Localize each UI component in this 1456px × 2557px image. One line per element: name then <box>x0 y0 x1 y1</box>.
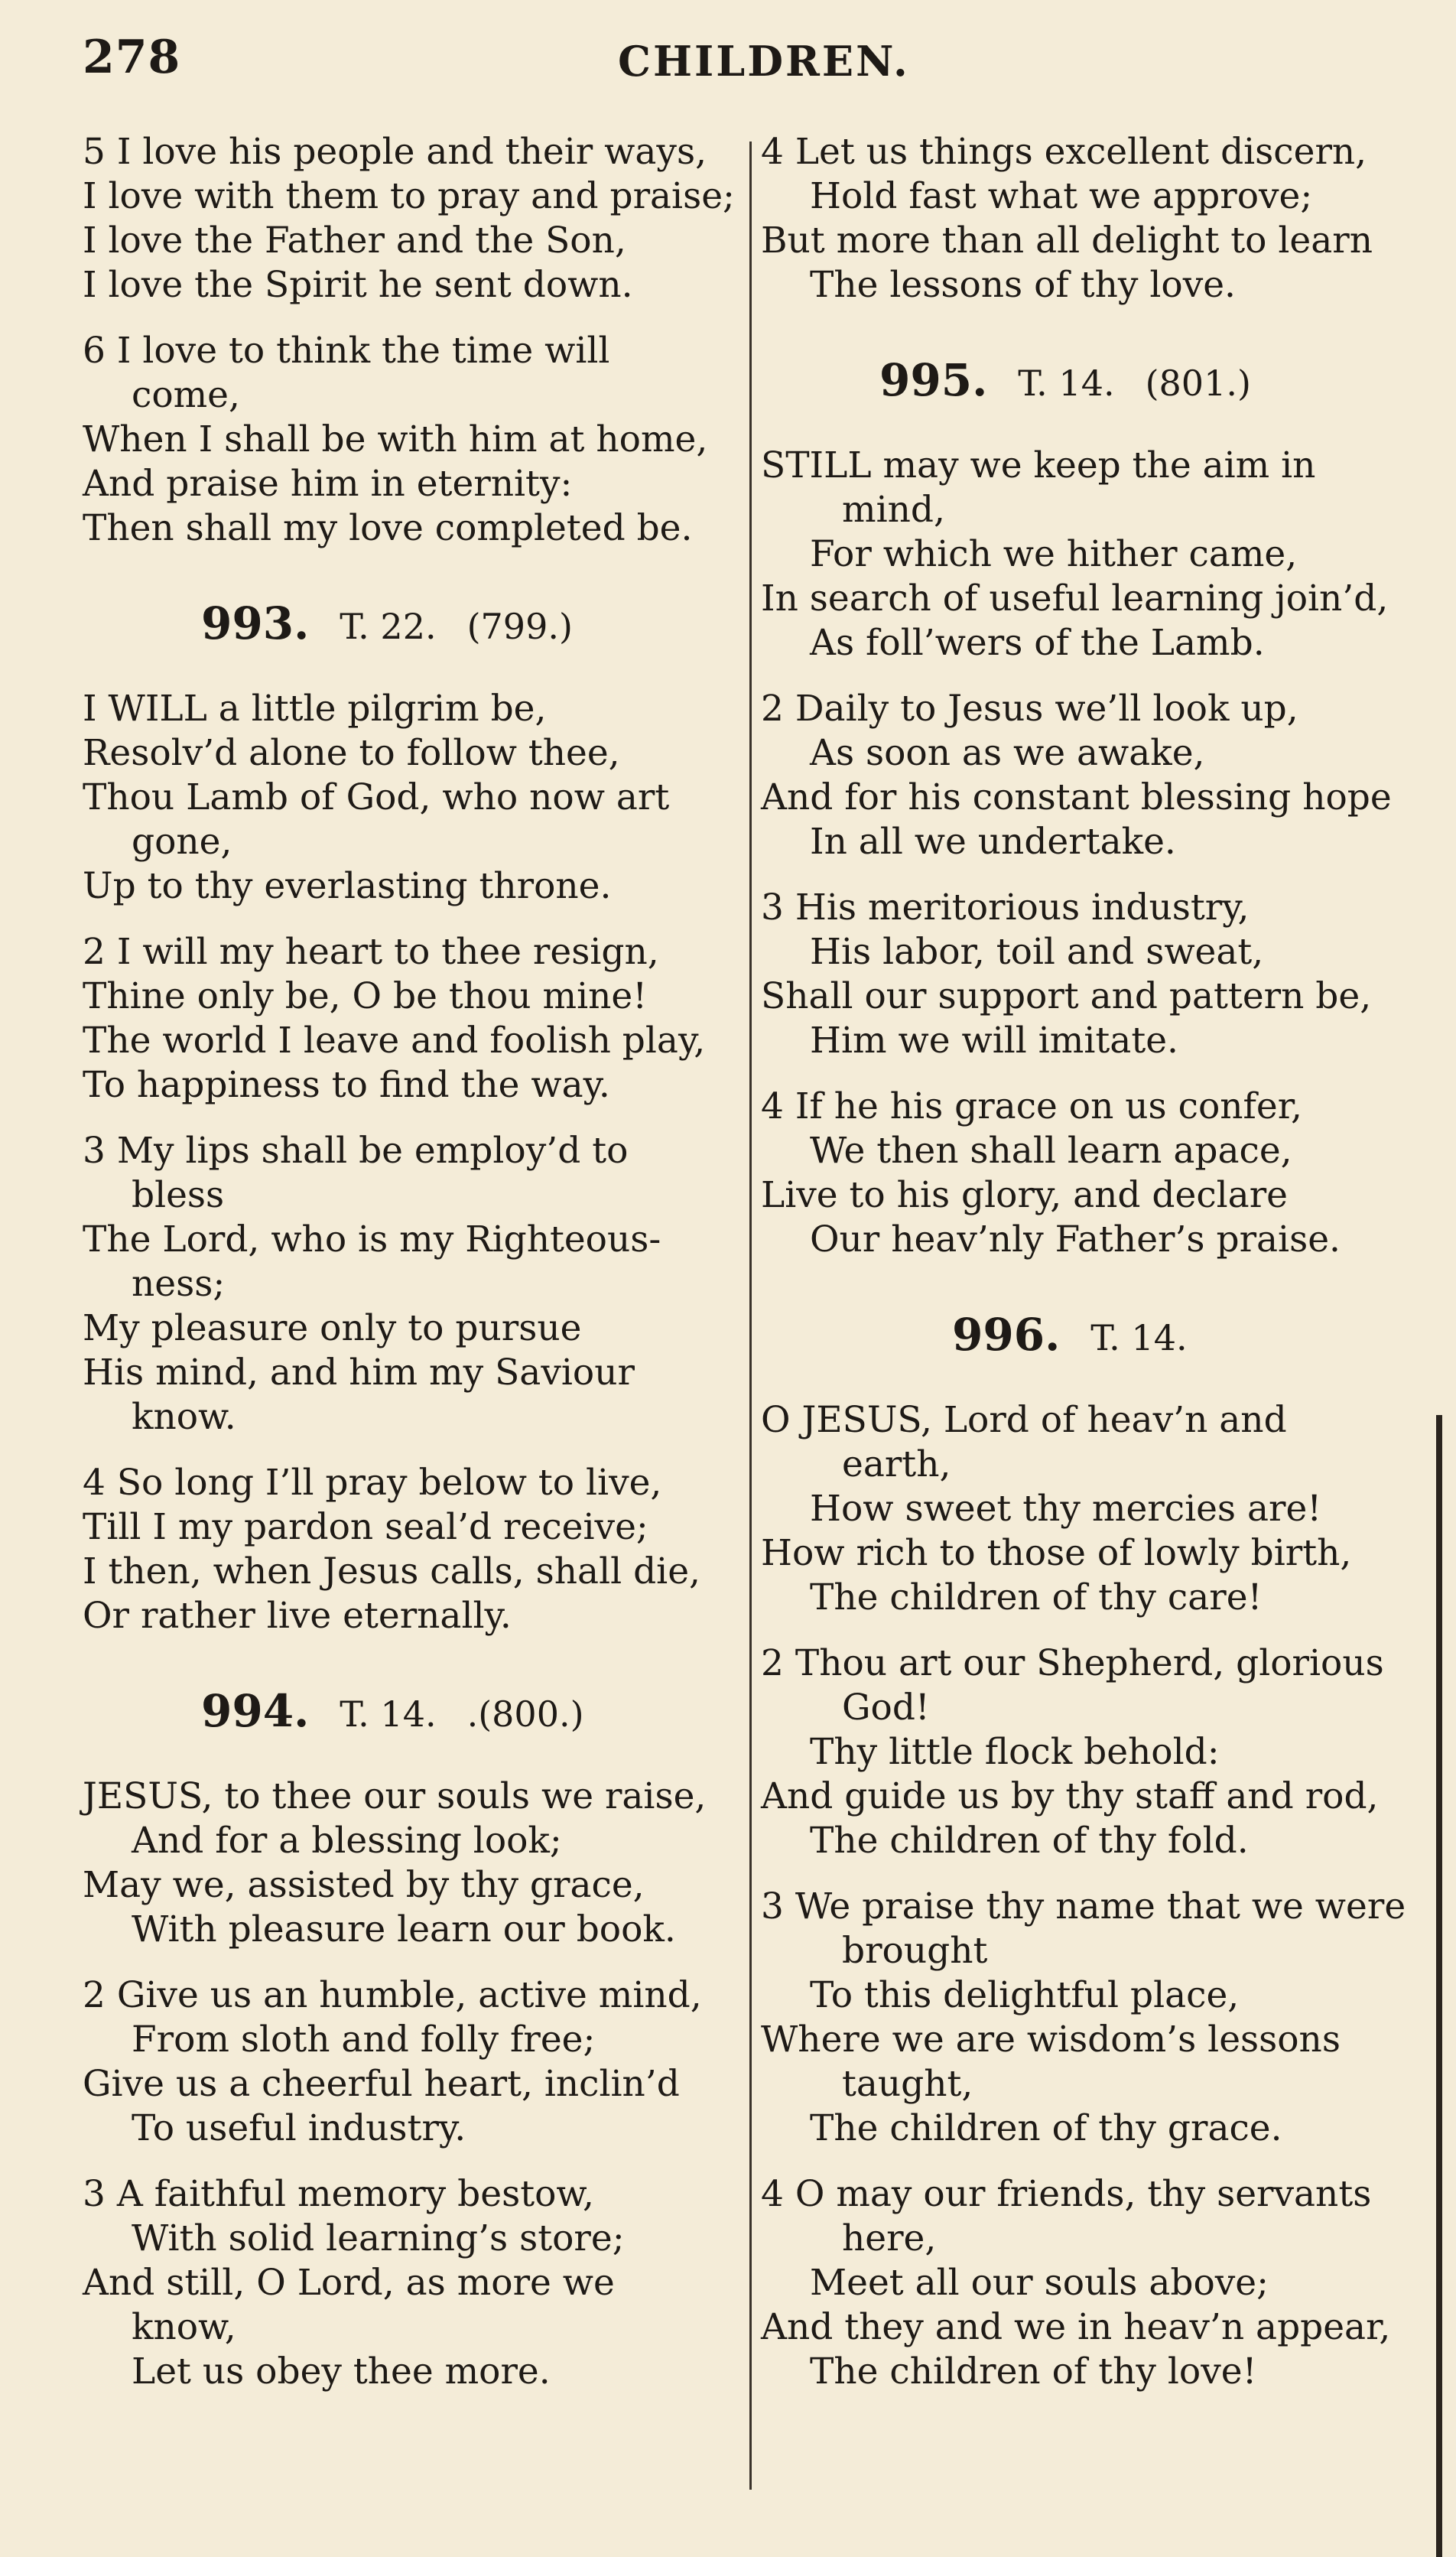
stanza-994-2 <box>83 1973 740 2151</box>
verse-line: earth, <box>842 1443 951 1485</box>
verse-line: Meet all our souls above; <box>810 2262 1269 2304</box>
hymn-heading-994 <box>83 1684 740 1741</box>
verse-line: The children of thy fold. <box>810 1820 1249 1862</box>
verse-line: Our heav’nly Father’s praise. <box>810 1218 1341 1261</box>
verse-line: The world I leave and foolish play, <box>83 1020 706 1062</box>
verse-line: As soon as we awake, <box>810 732 1205 774</box>
verse-line: I WILL a little pilgrim be, <box>83 688 547 730</box>
verse-line: 2 Daily to Jesus we’ll look up, <box>761 688 1298 730</box>
verse-line: How sweet thy mercies are! <box>810 1488 1322 1530</box>
verse-line: And guide us by thy staff and rod, <box>761 1775 1379 1817</box>
verse-line: And for his constant blessing hope <box>761 776 1392 818</box>
stanza-993-2 <box>83 930 740 1108</box>
verse-line: With pleasure learn our book. <box>132 1908 676 1950</box>
hymn-number: 994. <box>201 1685 310 1737</box>
verse-line: We then shall learn apace, <box>810 1130 1292 1172</box>
right-column <box>761 130 1419 2394</box>
verse-line: As foll’wers of the Lamb. <box>810 622 1265 664</box>
verse-line: Shall our support and pattern be, <box>761 975 1372 1017</box>
hymn-number: 995. <box>879 354 988 406</box>
verse-line: His mind, and him my Saviour <box>83 1352 635 1394</box>
hymn-tune: T. 22. <box>340 606 437 647</box>
hymn-reference: (801.) <box>1145 363 1251 404</box>
hymn-number: 996. <box>952 1309 1061 1361</box>
verse-line: 4 Let us things excellent discern, <box>761 131 1367 173</box>
hymn-tune: T. 14. <box>1018 363 1115 404</box>
verse-line: The Lord, who is my Righteous- <box>83 1218 661 1261</box>
verse-line: 3 My lips shall be employ’d to <box>83 1130 629 1172</box>
verse-line: Live to his glory, and declare <box>761 1174 1288 1216</box>
verse-line: In all we undertake. <box>810 821 1176 863</box>
verse-line: And they and we in heav’n appear, <box>761 2306 1391 2348</box>
verse-line: taught, <box>842 2063 973 2105</box>
verse-line: Resolv’d alone to follow thee, <box>83 732 620 774</box>
verse-line: Him we will imitate. <box>810 1020 1178 1062</box>
verse-line: To happiness to find the way. <box>83 1064 610 1106</box>
verse-line: 5 I love his people and their ways, <box>83 131 707 173</box>
verse-line: May we, assisted by thy grace, <box>83 1864 645 1906</box>
stanza-995-2 <box>761 687 1419 864</box>
hymn-reference: .(800.) <box>466 1693 584 1735</box>
stanza-993-1 <box>83 687 740 909</box>
stanza-993-4 <box>83 1461 740 1638</box>
stanza-994-1 <box>83 1775 740 1952</box>
verse-line: Where we are wisdom’s lessons <box>761 2019 1341 2061</box>
running-head: CHILDREN. <box>618 37 910 86</box>
verse-line: know, <box>132 2306 236 2348</box>
verse-line: 6 I love to think the time will <box>83 330 610 372</box>
stanza-996-3 <box>761 1885 1419 2151</box>
stanza-992-6 <box>83 329 740 551</box>
verse-line: 4 O may our friends, thy servants <box>761 2173 1372 2215</box>
verse-line: To this delightful place, <box>810 1974 1240 2016</box>
verse-line: For which we hither came, <box>810 533 1298 575</box>
verse-line: The children of thy care! <box>810 1576 1263 1618</box>
verse-line: ness; <box>132 1263 226 1305</box>
hymn-tune: T. 14. <box>1090 1317 1188 1358</box>
stanza-994-4 <box>761 130 1419 307</box>
hymn-number: 993. <box>201 597 310 649</box>
verse-line: I love the Spirit he sent down. <box>83 264 633 306</box>
hymn-heading-996 <box>761 1308 1419 1365</box>
verse-line: 4 So long I’ll pray below to live, <box>83 1462 662 1504</box>
verse-line: Then shall my love completed be. <box>83 507 693 549</box>
hymn-reference: (799.) <box>466 606 573 647</box>
column-divider <box>749 142 752 2490</box>
verse-line: When I shall be with him at home, <box>83 418 708 460</box>
verse-line: gone, <box>132 821 232 863</box>
stanza-992-5 <box>83 130 740 307</box>
verse-line: Give us a cheerful heart, inclin’d <box>83 2063 680 2105</box>
verse-line: His labor, toil and sweat, <box>810 931 1264 973</box>
verse-line: To useful industry. <box>132 2107 466 2149</box>
verse-line: 2 I will my heart to thee resign, <box>83 931 659 973</box>
verse-line: STILL may we keep the aim in <box>761 444 1316 486</box>
verse-line: here, <box>842 2217 937 2259</box>
verse-line: know. <box>132 1396 236 1438</box>
verse-line: God! <box>842 1687 930 1729</box>
verse-line: bless <box>132 1174 225 1216</box>
verse-line: Thine only be, O be thou mine! <box>83 975 648 1017</box>
verse-line: Let us obey thee more. <box>132 2350 551 2393</box>
verse-line: O JESUS, Lord of heav’n and <box>761 1399 1287 1441</box>
hymn-tune: T. 14. <box>340 1693 437 1735</box>
verse-line: JESUS, to thee our souls we raise, <box>83 1775 707 1817</box>
stanza-996-1 <box>761 1398 1419 1620</box>
verse-line: Thou Lamb of God, who now art <box>83 776 670 818</box>
verse-line: The lessons of thy love. <box>810 264 1237 306</box>
stanza-993-3 <box>83 1129 740 1440</box>
verse-line: In search of useful learning join’d, <box>761 577 1389 620</box>
verse-line: come, <box>132 374 240 416</box>
page-header <box>83 31 1406 99</box>
verse-line: With solid learning’s store; <box>132 2217 625 2259</box>
verse-line: I love the Father and the Son, <box>83 220 626 262</box>
stanza-995-1 <box>761 444 1419 665</box>
verse-line: mind, <box>842 489 945 531</box>
verse-line: And praise him in eternity: <box>83 463 573 505</box>
verse-line: My pleasure only to pursue <box>83 1307 582 1349</box>
page-edge-shadow <box>1436 1415 1442 2557</box>
verse-line: brought <box>842 1930 988 1972</box>
verse-line: Till I my pardon seal’d receive; <box>83 1506 648 1548</box>
hymn-heading-993 <box>83 597 740 653</box>
verse-line: How rich to those of lowly birth, <box>761 1532 1352 1574</box>
verse-line: Thy little flock behold: <box>810 1731 1220 1773</box>
verse-line: And still, O Lord, as more we <box>83 2262 615 2304</box>
verse-line: Hold fast what we approve; <box>810 175 1313 217</box>
verse-line: The children of thy grace. <box>810 2107 1282 2149</box>
verse-line: Or rather live eternally. <box>83 1595 512 1637</box>
stanza-996-2 <box>761 1641 1419 1863</box>
left-column <box>83 130 740 2394</box>
verse-line: Up to thy everlasting throne. <box>83 865 612 907</box>
stanza-996-4 <box>761 2172 1419 2394</box>
verse-line: The children of thy love! <box>810 2350 1257 2393</box>
verse-line: 3 We praise thy name that we were <box>761 1885 1406 1928</box>
verse-line: And for a blessing look; <box>132 1820 562 1862</box>
hymn-heading-995 <box>761 353 1419 410</box>
page-number: 278 <box>83 31 181 84</box>
verse-line: 4 If he his grace on us confer, <box>761 1085 1302 1127</box>
verse-line: From sloth and folly free; <box>132 2019 596 2061</box>
stanza-995-3 <box>761 886 1419 1063</box>
verse-line: I love with them to pray and praise; <box>83 175 735 217</box>
verse-line: I then, when Jesus calls, shall die, <box>83 1550 700 1592</box>
verse-line: But more than all delight to learn <box>761 220 1373 262</box>
verse-line: 2 Give us an humble, active mind, <box>83 1974 702 2016</box>
stanza-995-4 <box>761 1085 1419 1262</box>
verse-line: 3 A faithful memory bestow, <box>83 2173 594 2215</box>
stanza-994-3 <box>83 2172 740 2394</box>
verse-line: 2 Thou art our Shepherd, glorious <box>761 1642 1384 1684</box>
verse-line: 3 His meritorious industry, <box>761 886 1250 929</box>
